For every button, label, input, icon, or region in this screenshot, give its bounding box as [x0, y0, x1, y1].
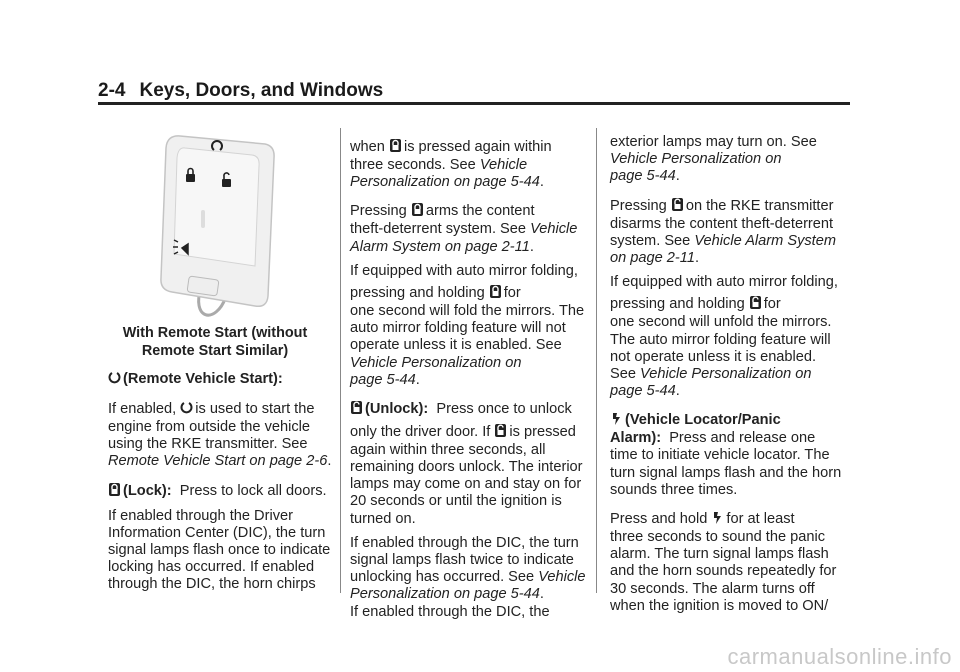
remote-start-icon: [180, 400, 193, 415]
body-text: .: [327, 453, 332, 470]
column-1: [108, 366, 331, 601]
text-line: [350, 604, 586, 621]
body-text: 20 seconds or until the ignition is: [350, 493, 562, 510]
body-text: The auto mirror folding feature will: [610, 331, 831, 348]
body-text: Pressing: [610, 197, 671, 214]
column-2: [350, 134, 586, 628]
body-text: on the RKE transmitter: [685, 197, 834, 214]
text-line: [350, 355, 586, 372]
column-3: [610, 134, 841, 622]
body-text: only the driver door. If: [350, 423, 495, 440]
paragraph: [350, 134, 586, 191]
body-text: signal lamps flash once to indicate: [108, 541, 331, 558]
text-line: [610, 447, 841, 464]
text-line: [108, 366, 331, 389]
body-text: Press and hold: [610, 511, 712, 527]
text-line: [610, 134, 841, 151]
text-line: [350, 134, 586, 157]
body-text: See: [610, 365, 641, 382]
text-line: [610, 407, 841, 430]
body-text: exterior lamps may turn on. See: [610, 134, 817, 150]
body-text: pressing and holding: [610, 296, 749, 313]
body-text: for at least: [726, 511, 795, 527]
body-text: If enabled,: [108, 401, 181, 417]
body-text: when the ignition is moved to ON/: [610, 597, 829, 614]
text-line: [350, 157, 586, 174]
body-text: three seconds to sound the panic: [610, 529, 826, 545]
text-line: [350, 263, 586, 280]
text-line: [350, 586, 586, 603]
text-line: [610, 506, 841, 529]
body-text: engine from outside the vehicle: [108, 419, 311, 435]
text-line: [350, 320, 586, 337]
text-line: [350, 552, 586, 569]
body-text: auto mirror folding feature will not: [350, 320, 566, 337]
unlock-icon: [749, 295, 762, 310]
text-line: [108, 436, 331, 453]
bold-label: (Remote Vehicle Start):: [123, 371, 283, 387]
bold-label: (Vehicle Locator/Panic: [625, 412, 781, 429]
page-number: 2-4: [98, 80, 126, 101]
header-rule: [98, 102, 850, 105]
text-line: [108, 542, 331, 559]
body-text: If enabled through the Driver: [108, 507, 293, 524]
body-text: If equipped with auto mirror folding,: [610, 274, 838, 291]
body-text: when: [350, 139, 389, 155]
cross-reference-text: Personalization on page 5-44: [350, 174, 540, 191]
paragraph: [350, 198, 586, 255]
text-line: [610, 366, 841, 383]
text-line: [350, 303, 586, 320]
text-line: [610, 291, 841, 314]
body-text: operate unless it is enabled. See: [350, 337, 562, 354]
body-text: sounds three times.: [610, 481, 738, 498]
caption-line: With Remote Start (without: [122, 325, 308, 341]
body-text: signal lamps flash twice to indicate: [350, 552, 574, 568]
cross-reference-text: Vehicle Personalization on: [350, 354, 522, 371]
key-fob-illustration: [140, 126, 300, 326]
watermark: carmanualsonline.info: [727, 644, 952, 669]
cross-reference-text: Remote Vehicle Start on page 2-6: [108, 453, 328, 470]
body-text: for: [503, 284, 521, 301]
caption-line: Remote Start Similar): [141, 342, 289, 359]
bold-label: (Unlock):: [365, 400, 429, 417]
paragraph: [610, 193, 841, 268]
text-line: [610, 314, 841, 331]
cross-reference-text: page 5-44: [350, 371, 416, 388]
text-line: [610, 546, 841, 563]
text-line: [350, 221, 586, 238]
body-text: .: [675, 383, 680, 400]
text-line: [350, 493, 586, 510]
text-line: [350, 442, 586, 459]
body-text: 30 seconds. The alarm turns off: [610, 580, 815, 597]
unlock-icon: [350, 400, 363, 415]
body-text: .: [529, 238, 534, 255]
panic-icon: [711, 510, 724, 525]
text-line: [350, 396, 586, 419]
body-text: remaining doors unlock. The interior: [350, 459, 583, 476]
paragraph: [108, 508, 331, 594]
text-line: [108, 576, 331, 593]
body-text: disarms the content theft-deterrent: [610, 215, 834, 232]
paragraph: [350, 263, 586, 389]
body-text: .: [694, 249, 699, 266]
cross-reference-text: Vehicle Personalization on: [610, 151, 782, 168]
body-text: Information Center (DIC), the turn: [108, 524, 326, 541]
remote-start-icon: [108, 370, 121, 385]
body-text: alarm. The turn signal lamps flash: [610, 546, 829, 563]
text-line: [350, 174, 586, 191]
text-line: [108, 559, 331, 576]
text-line: [610, 274, 841, 291]
lock-icon: [108, 482, 121, 497]
text-line: [108, 419, 331, 436]
body-text: .: [675, 168, 680, 185]
paragraph: [350, 396, 586, 528]
body-text: .: [539, 174, 544, 191]
paragraph: [108, 366, 331, 389]
body-text: pressing and holding: [350, 284, 489, 301]
text-line: [610, 581, 841, 598]
body-text: one second will fold the mirrors. The: [350, 302, 585, 319]
text-line: [610, 563, 841, 580]
body-text: theft-deterrent system. See: [350, 221, 531, 238]
body-text: using the RKE transmitter. See: [108, 436, 308, 453]
text-line: [350, 419, 586, 442]
text-line: [610, 529, 841, 546]
body-text: three seconds. See: [350, 157, 480, 173]
paragraph: [610, 506, 841, 615]
figure-caption: [100, 325, 330, 360]
text-line: [350, 239, 586, 256]
cross-reference-text: Vehicle: [530, 221, 578, 238]
body-text: If enabled through the DIC, the turn: [350, 534, 579, 551]
body-text: again within three seconds, all: [350, 441, 546, 458]
unlock-icon: [494, 423, 507, 438]
body-text: If enabled through the DIC, the: [350, 603, 550, 620]
body-text: not operate unless it is enabled.: [610, 348, 817, 365]
text-line: [610, 168, 841, 185]
body-text: is used to start the: [195, 401, 315, 417]
text-line: [610, 216, 841, 233]
body-text: turn signal lamps flash and the horn: [610, 464, 842, 481]
paragraph: [108, 478, 331, 501]
text-line: [350, 337, 586, 354]
cross-reference-text: on page 2-11: [610, 249, 695, 266]
body-text: .: [539, 586, 544, 603]
text-line: [108, 478, 331, 501]
cross-reference-text: Vehicle: [479, 157, 528, 173]
body-text: .: [415, 371, 420, 388]
body-text: Pressing: [350, 203, 411, 220]
text-line: [610, 250, 841, 267]
text-line: [350, 198, 586, 221]
body-text: system. See: [610, 232, 695, 249]
panic-icon: [610, 411, 623, 426]
text-line: [350, 535, 586, 552]
text-line: [610, 598, 841, 615]
text-line: [610, 349, 841, 366]
text-line: [350, 569, 586, 586]
text-line: [350, 280, 586, 303]
cross-reference-text: page 5-44: [610, 383, 676, 400]
column-divider: [596, 128, 597, 593]
paragraph: [610, 274, 841, 400]
cross-reference-text: Vehicle Alarm System: [694, 232, 837, 249]
text-line: [350, 372, 586, 389]
body-text: lamps may come on and stay on for: [350, 476, 582, 493]
cross-reference-text: Alarm System on page 2-11: [350, 238, 530, 255]
paragraph: [350, 535, 586, 621]
body-text: Press to lock all doors.: [171, 482, 327, 499]
body-text: for: [763, 296, 781, 313]
body-text: one second will unfold the mirrors.: [610, 314, 832, 331]
section-title: Keys, Doors, and Windows: [139, 80, 384, 101]
text-line: [350, 511, 586, 528]
unlock-icon: [671, 197, 684, 212]
cross-reference-text: page 5-44: [610, 168, 676, 185]
text-line: [350, 476, 586, 493]
paragraph: [108, 396, 331, 471]
body-text: Press once to unlock: [428, 400, 572, 417]
column-divider: [340, 128, 341, 593]
text-line: [350, 459, 586, 476]
bold-label: (Lock):: [123, 482, 172, 499]
cross-reference-text: Personalization on page 5-44: [350, 586, 540, 603]
text-line: [610, 233, 841, 250]
body-text: and the horn sounds repeatedly for: [610, 563, 837, 580]
text-line: [610, 151, 841, 168]
body-text: is pressed: [509, 423, 576, 440]
body-text: time to initiate vehicle locator. The: [610, 447, 830, 464]
lock-icon: [411, 202, 424, 217]
body-text: through the DIC, the horn chirps: [108, 576, 316, 593]
body-text: arms the content: [425, 203, 535, 220]
body-text: locking has occurred. If enabled: [108, 559, 315, 576]
text-line: [610, 383, 841, 400]
text-line: [610, 332, 841, 349]
paragraph: [610, 134, 841, 186]
body-text: turned on.: [350, 510, 416, 527]
body-text: Press and release one: [661, 430, 816, 447]
text-line: [610, 430, 841, 447]
body-text: If equipped with auto mirror folding,: [350, 262, 578, 279]
text-line: [108, 525, 331, 542]
text-line: [108, 453, 331, 470]
text-line: [610, 482, 841, 499]
lock-icon: [389, 138, 402, 153]
text-line: [610, 465, 841, 482]
cross-reference-text: Vehicle: [538, 569, 586, 586]
text-line: [108, 508, 331, 525]
bold-label: Alarm):: [610, 430, 662, 447]
paragraph: [610, 407, 841, 499]
body-text: is pressed again within: [403, 139, 552, 155]
page-header: [98, 80, 383, 102]
lock-icon: [489, 284, 502, 299]
text-line: [610, 193, 841, 216]
body-text: unlocking has occurred. See: [350, 569, 539, 586]
text-line: [108, 396, 331, 419]
cross-reference-text: Vehicle Personalization on: [640, 365, 812, 382]
